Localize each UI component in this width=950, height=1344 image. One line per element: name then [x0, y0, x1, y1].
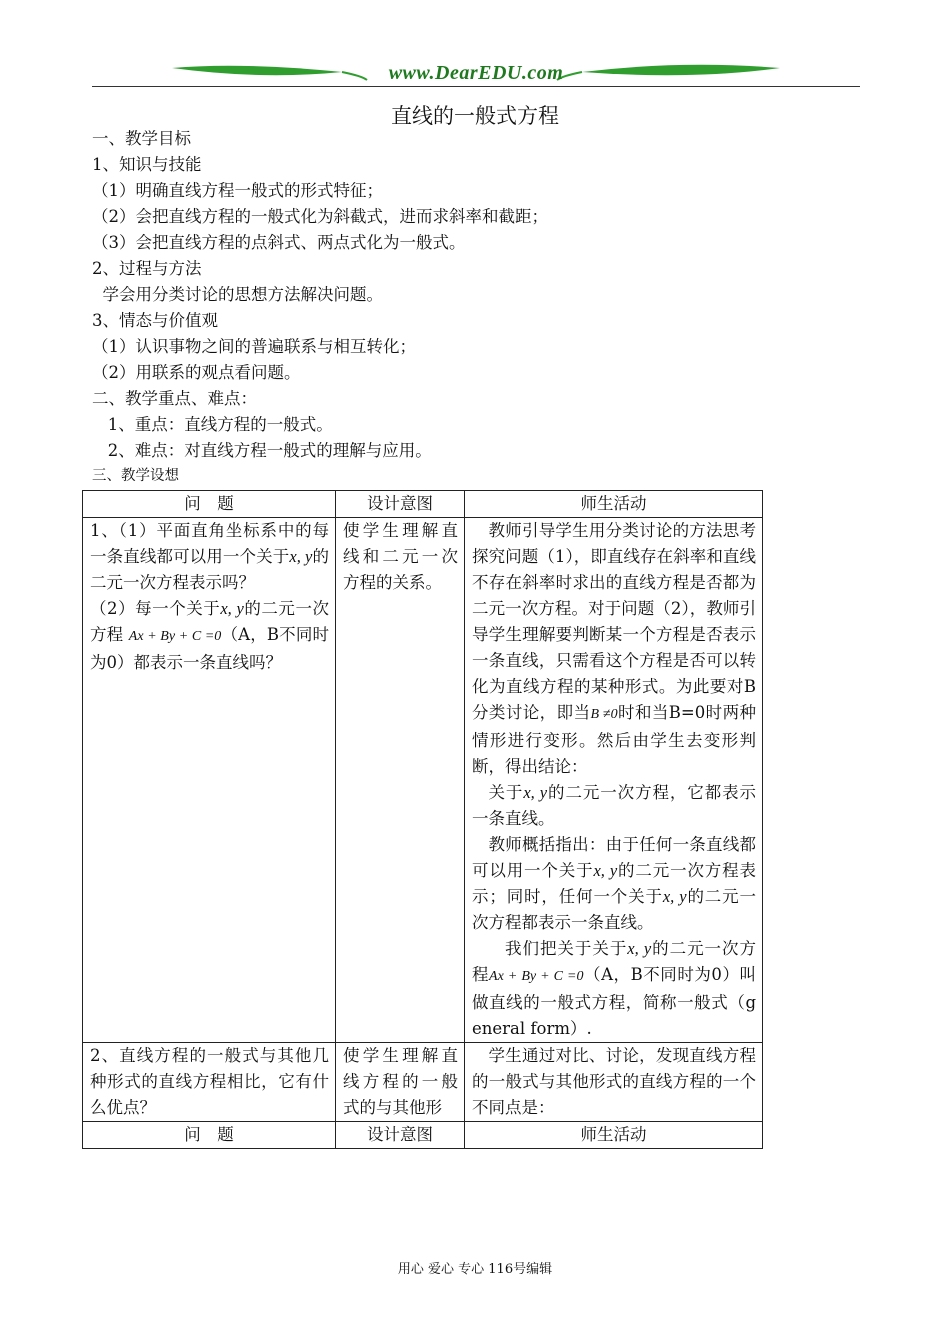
outline-line: 3、情态与价值观	[92, 311, 218, 330]
question-1	[90, 518, 329, 596]
outline-line: 一、教学目标	[92, 129, 191, 148]
outline-line: （1）明确直线方程一般式的形式特征；	[92, 181, 383, 200]
text: 的二元一次方程表示；同时，任何一个关于	[472, 861, 756, 906]
math-var: x, y	[289, 547, 313, 566]
text: 的二元一次方程都表示一条直线。	[472, 887, 757, 932]
outline-line: 二、教学重点、难点：	[92, 389, 257, 408]
outline	[92, 126, 812, 488]
text: 教师引导学生用分类讨论的方法思考探究问题（1），即直线存在斜率和直线不存在斜率时求出的直线方程是否都为二元一次方程。对于问题（2），教师引导学生理解要判断某一个方程是否表示一条直线，只需看这个方程是否可以转化为直线方程的某种形式。为此要对B分类讨论，即当	[472, 521, 756, 722]
header-activity: 师生活动	[465, 491, 763, 518]
activity-paragraph	[472, 832, 756, 936]
header-question: 问 题	[83, 1122, 336, 1149]
outline-line: 2、过程与方法	[92, 259, 202, 278]
outline-line: （2）用联系的观点看问题。	[92, 363, 301, 382]
text: 的二元一次方程，它都表示一条直线。	[472, 783, 756, 828]
text: 时和当B=0时两种情形进行变形。然后由学生去变形判断，得出结论：	[472, 703, 756, 776]
math-equation: B ≠0	[590, 707, 618, 722]
table-header-row	[83, 491, 763, 518]
document-title: 直线的一般式方程	[391, 104, 559, 128]
table-header-row	[83, 1122, 763, 1149]
math-var: x, y	[593, 861, 618, 880]
math-var: x, y	[627, 939, 652, 958]
page-footer: 用心 爱心 专心 116号编辑	[397, 1262, 553, 1277]
activity-paragraph	[472, 780, 756, 832]
math-var: x, y	[220, 599, 244, 618]
activity-paragraph	[472, 936, 756, 1042]
text: （A，B不同时为0）都表示一条直线吗？	[90, 625, 330, 672]
text: 1、（1）平面直角坐标系中的每一条直线都可以用一个关于	[90, 521, 329, 566]
text: 的二元一次方程	[90, 599, 330, 644]
math-var: x, y	[523, 783, 548, 802]
header-intent: 设计意图	[336, 491, 465, 518]
teaching-plan-table	[82, 490, 763, 1149]
header-question: 问 题	[83, 491, 336, 518]
header-intent: 设计意图	[336, 1122, 465, 1149]
question-cell: 2、直线方程的一般式与其他几种形式的直线方程相比，它有什么优点？	[83, 1043, 336, 1122]
text: 的二元一次方程	[472, 939, 756, 984]
intent-cell: 使学生理解直线和二元一次方程的关系。	[336, 518, 465, 1043]
header-rule	[92, 86, 860, 87]
page-header	[92, 58, 860, 90]
math-equation: Ax + By + C =0	[489, 969, 584, 984]
math-var: x, y	[662, 887, 687, 906]
outline-line: （3）会把直线方程的点斜式、两点式化为一般式。	[92, 233, 466, 252]
question-cell	[83, 518, 336, 1043]
section3-label: 三、教学设想	[92, 468, 179, 484]
text: 的二元一次方程表示吗？	[90, 547, 330, 592]
activity-paragraph	[472, 518, 756, 780]
outline-line: 2、难点：对直线方程一般式的理解与应用。	[92, 441, 432, 460]
text: （2）每一个关于	[90, 599, 221, 618]
text: （A，B不同时为0）叫做直线的一般式方程，简称一般式（general form）.	[472, 965, 756, 1038]
table-row	[83, 1043, 763, 1122]
activity-cell: 学生通过对比、讨论，发现直线方程的一般式与其他形式的直线方程的一个不同点是：	[465, 1043, 763, 1122]
text: 我们把关于关于	[505, 939, 628, 958]
outline-line: （2）会把直线方程的一般式化为斜截式，进而求斜率和截距；	[92, 207, 548, 226]
text: 关于	[488, 783, 524, 802]
outline-line: （1）认识事物之间的普遍联系与相互转化；	[92, 337, 416, 356]
math-equation: Ax + By + C =0	[128, 629, 222, 644]
header-activity: 师生活动	[465, 1122, 763, 1149]
intent-cell: 使学生理解直线方程的一般式的与其他形	[336, 1043, 465, 1122]
site-logo: www.DearEDU.com	[388, 62, 564, 84]
text: 教师概括指出：由于任何一条直线都可以用一个关于	[472, 835, 756, 880]
outline-line: 1、知识与技能	[92, 155, 202, 174]
question-2	[90, 596, 329, 676]
outline-line: 学会用分类讨论的思想方法解决问题。	[92, 285, 383, 304]
outline-line: 1、重点：直线方程的一般式。	[92, 415, 333, 434]
activity-cell	[465, 518, 763, 1043]
table-row	[83, 518, 763, 1043]
